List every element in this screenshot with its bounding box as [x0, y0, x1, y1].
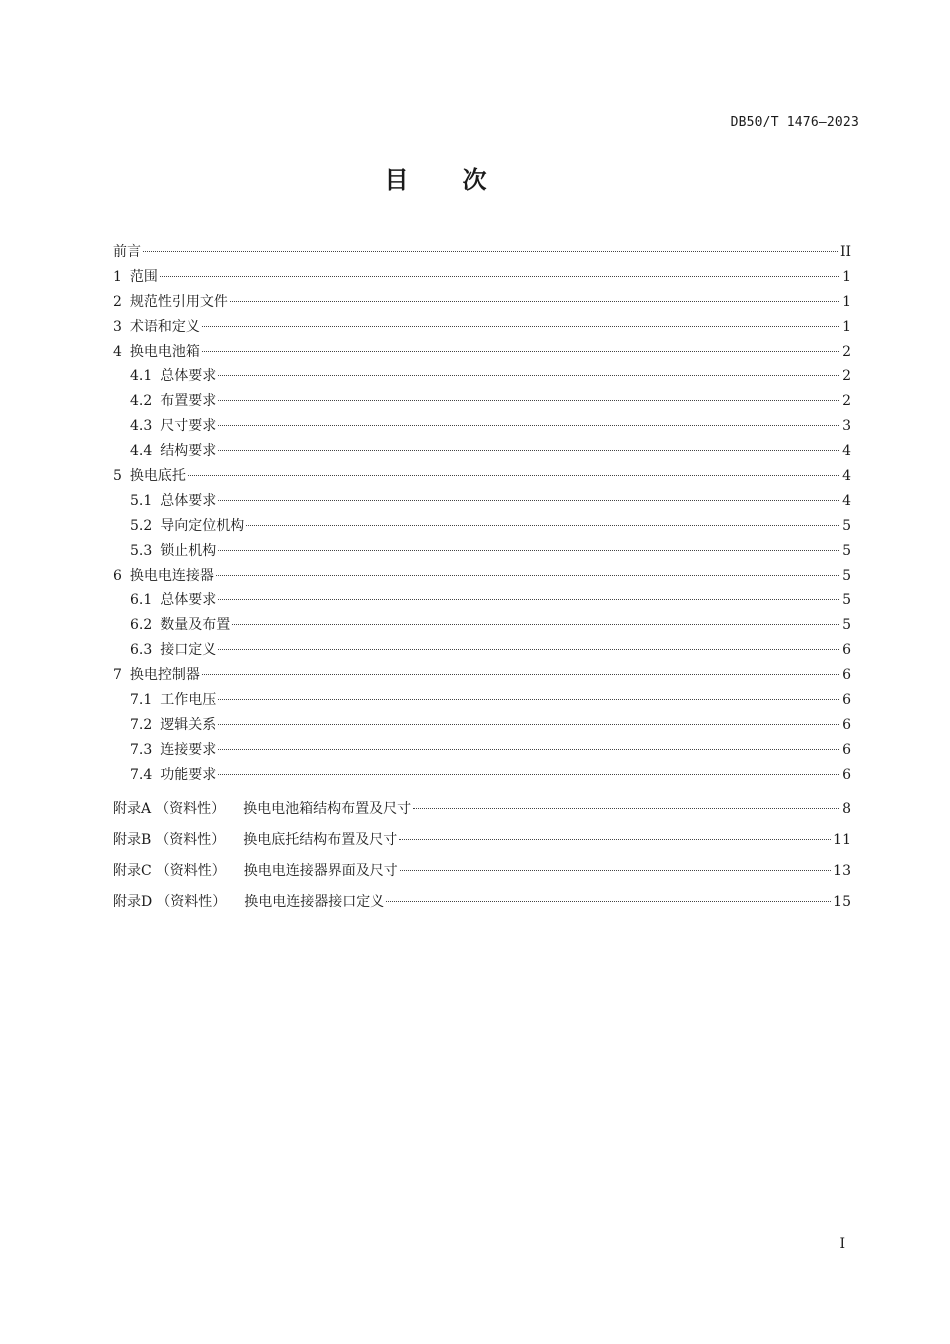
toc-entry-label: 换电电池箱 [129, 343, 200, 360]
toc-entry-number: 5.2 [130, 517, 153, 534]
toc-entry-label: 锁止机构 [160, 542, 217, 559]
appendix-title: 换电电连接器接口定义 [244, 893, 385, 910]
document-code: DB50/T 1476—2023 [730, 115, 859, 130]
appendix-page: 8 [842, 800, 851, 817]
toc-entry[interactable] [113, 564, 851, 589]
toc-dot-leader [202, 351, 839, 352]
appendix-entry[interactable] [113, 887, 851, 918]
toc-entry-page: 2 [842, 343, 851, 360]
appendix-kind: （资料性） [156, 893, 227, 910]
toc-entry-label: 规范性引用文件 [129, 293, 228, 310]
appendix-name: 附录D [113, 893, 153, 910]
toc-dot-leader [400, 870, 831, 871]
toc-entry-label: 数量及布置 [160, 617, 231, 634]
toc-entry-number: 7 [113, 667, 122, 684]
toc-dot-leader [216, 575, 839, 576]
toc-entry-page: 5 [842, 542, 851, 559]
toc-entry[interactable] [113, 439, 851, 464]
toc-entry-number: 4.1 [130, 368, 153, 385]
appendix-kind: （资料性） [155, 862, 226, 879]
toc-entry-label: 尺寸要求 [160, 418, 217, 435]
toc-entry-page: 5 [842, 517, 851, 534]
toc-dot-leader [218, 450, 839, 451]
toc-dot-leader [246, 525, 839, 526]
toc-dot-leader [399, 839, 831, 840]
toc-entry-label: 前言 [113, 244, 141, 260]
toc-entry[interactable] [113, 539, 851, 564]
toc-dot-leader [218, 599, 839, 600]
toc-entry-page: 1 [842, 318, 851, 335]
toc-dot-leader [413, 808, 839, 809]
toc-dot-leader [232, 624, 839, 625]
toc-dot-leader [218, 375, 839, 376]
toc-dot-leader [218, 749, 839, 750]
toc-dot-leader [218, 500, 839, 501]
toc-entry-label: 布置要求 [160, 393, 217, 410]
toc-entry-page: 1 [842, 268, 851, 285]
toc-entry[interactable] [113, 315, 851, 340]
toc-entry[interactable] [113, 464, 851, 489]
toc-entry-number: 4.2 [130, 393, 153, 410]
toc-entry-page: 5 [842, 592, 851, 609]
toc-entry-number: 4.4 [130, 443, 153, 460]
page-title: 目次 [384, 166, 541, 194]
toc-entry-label: 导向定位机构 [160, 517, 245, 534]
toc-entry[interactable] [113, 290, 851, 315]
toc-entry-label: 术语和定义 [129, 318, 200, 335]
toc-entry-page: 6 [842, 741, 851, 758]
toc-dot-leader [218, 724, 839, 725]
toc-entry-label: 换电底托 [129, 468, 186, 485]
toc-entry-page: 1 [842, 293, 851, 310]
toc-entry-number: 5.3 [130, 542, 153, 559]
toc-entry-page: 6 [842, 667, 851, 684]
appendix-kind: （资料性） [155, 800, 226, 817]
appendix-page: 15 [833, 893, 851, 910]
toc-entry[interactable] [113, 613, 851, 638]
toc-entry-number: 6.2 [130, 617, 153, 634]
toc-entry[interactable] [113, 713, 851, 738]
toc-dot-leader [218, 774, 839, 775]
toc-entry-label: 总体要求 [160, 492, 217, 509]
appendix-page: 13 [833, 862, 851, 879]
toc-entry-page: 5 [842, 567, 851, 584]
toc-entry[interactable] [113, 265, 851, 290]
toc-entry-label: 范围 [129, 268, 158, 285]
toc-entry[interactable] [113, 340, 851, 365]
toc-entry-page: II [839, 244, 851, 260]
appendix-name: 附录C [113, 862, 152, 879]
table-of-contents [113, 240, 851, 918]
toc-entry[interactable] [113, 763, 851, 788]
toc-dot-leader [143, 251, 838, 252]
toc-entry-page: 6 [842, 716, 851, 733]
appendix-entry[interactable] [113, 856, 851, 887]
toc-entry[interactable] [113, 738, 851, 763]
toc-dot-leader [218, 425, 839, 426]
toc-dot-leader [202, 674, 839, 675]
appendix-title: 换电电连接器界面及尺寸 [243, 862, 398, 879]
toc-entry-number: 1 [113, 268, 122, 285]
toc-entry[interactable] [113, 489, 851, 514]
toc-entry-page: 6 [842, 642, 851, 659]
toc-entry[interactable] [113, 414, 851, 439]
toc-entry-number: 6.3 [130, 642, 153, 659]
toc-entry-page: 4 [842, 443, 851, 460]
appendix-name: 附录A [113, 800, 152, 817]
toc-entry-page: 3 [842, 418, 851, 435]
toc-entry-label: 换电电连接器 [129, 567, 214, 584]
toc-entry-number: 7.1 [130, 692, 153, 709]
toc-dot-leader [188, 475, 839, 476]
toc-entry-number: 7.3 [130, 741, 153, 758]
appendix-name: 附录B [113, 831, 152, 848]
toc-dot-leader [218, 699, 839, 700]
toc-entry-page: 4 [842, 492, 851, 509]
toc-dot-leader [202, 326, 839, 327]
page-number: I [839, 1236, 845, 1252]
toc-entry-number: 3 [113, 318, 122, 335]
toc-entry[interactable] [113, 588, 851, 613]
toc-entry-label: 连接要求 [160, 741, 217, 758]
appendix-title: 换电电池箱结构布置及尺寸 [243, 800, 412, 817]
toc-entry-label: 换电控制器 [129, 667, 200, 684]
toc-entry-number: 4.3 [130, 418, 153, 435]
toc-entry-label: 逻辑关系 [160, 716, 217, 733]
toc-entry-label: 结构要求 [160, 443, 217, 460]
toc-entry-label: 接口定义 [160, 642, 217, 659]
toc-entry-page: 2 [842, 393, 851, 410]
toc-dot-leader [386, 901, 831, 902]
appendix-page: 11 [833, 831, 851, 848]
toc-dot-leader [218, 550, 839, 551]
toc-dot-leader [218, 400, 839, 401]
toc-entry-number: 4 [113, 343, 122, 360]
toc-entry-number: 5.1 [130, 492, 153, 509]
toc-entry-number: 7.4 [130, 766, 153, 783]
toc-entry-page: 6 [842, 692, 851, 709]
toc-entry-number: 7.2 [130, 716, 153, 733]
toc-entry-label: 总体要求 [160, 368, 217, 385]
toc-entry-label: 功能要求 [160, 766, 217, 783]
toc-entry-label: 总体要求 [160, 592, 217, 609]
toc-entry-number: 2 [113, 293, 122, 310]
toc-entry-label: 工作电压 [160, 692, 217, 709]
toc-entry[interactable] [113, 389, 851, 414]
toc-entry[interactable] [113, 514, 851, 539]
appendix-kind: （资料性） [155, 831, 226, 848]
appendix-title: 换电底托结构布置及尺寸 [243, 831, 398, 848]
toc-entry-number: 6 [113, 567, 122, 584]
toc-entry[interactable] [113, 638, 851, 663]
toc-dot-leader [160, 276, 839, 277]
toc-dot-leader [218, 649, 839, 650]
toc-entry-number: 5 [113, 468, 122, 485]
toc-entry[interactable] [113, 240, 851, 265]
toc-dot-leader [230, 301, 839, 302]
toc-entry-page: 4 [842, 468, 851, 485]
toc-entry[interactable] [113, 688, 851, 713]
toc-entry-page: 2 [842, 368, 851, 385]
toc-entry[interactable] [113, 364, 851, 389]
toc-entry-number: 6.1 [130, 592, 153, 609]
toc-entry-page: 5 [842, 617, 851, 634]
toc-entry-page: 6 [842, 766, 851, 783]
toc-entry[interactable] [113, 663, 851, 688]
appendix-entry[interactable] [113, 825, 851, 856]
appendix-entry[interactable] [113, 794, 851, 825]
